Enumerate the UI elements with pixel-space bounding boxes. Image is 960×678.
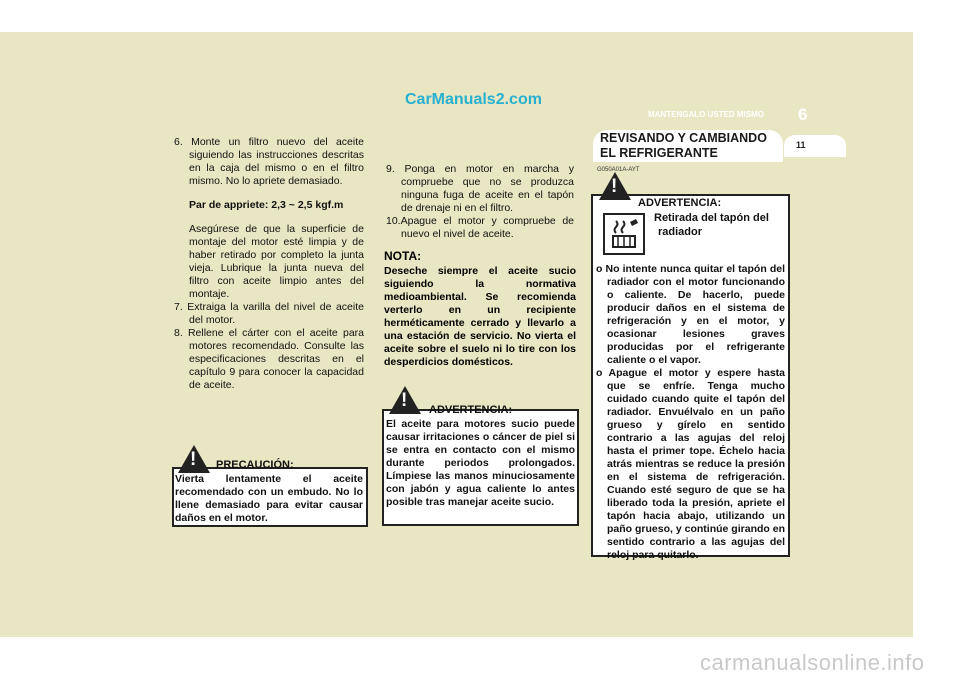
chapter-number: 6 xyxy=(798,105,808,124)
note-block xyxy=(384,249,576,369)
oil-warning-text: El aceite para motores sucio puede causar irritaciones o cáncer de piel si se entra en contacto con el mismo durante periodos prolongados. Límpiese las manos minuciosamente con jabón y agua caliente lo antes posible tras manejar aceite sucio. xyxy=(386,418,575,508)
step-8: 8. Rellene el cárter con el aceite para motores recomendado. Consulte las especificaciones descritas en el capítulo 9 para conocer la capacidad de aceite. xyxy=(174,327,364,391)
column-2 xyxy=(386,163,574,241)
section-heading-line1: REVISANDO Y CAMBIANDO xyxy=(600,131,767,145)
radiator-warning-title: ADVERTENCIA: xyxy=(638,197,722,209)
radiator-warning-item-1: o No intente nunca quitar el tapón del radiador con el motor funcionando o caliente. De hacerlo, puede producir daños en el sistema de refrigeración y en el motor, y ocasionar lesiones graves producidas por el refrigerante caliente o el vapor. xyxy=(596,263,785,366)
step-10: 10.Apague el motor y compruebe de nuevo el nivel de aceite. xyxy=(386,215,574,240)
section-heading xyxy=(600,131,767,161)
hot-radiator-icon xyxy=(603,213,645,255)
exclamation-mark: ! xyxy=(611,176,618,197)
page-number: 11 xyxy=(796,140,806,150)
column-1 xyxy=(174,136,364,392)
step-7: 7. Extraiga la varilla del nivel de aceite del motor. xyxy=(174,301,364,326)
note-title: NOTA: xyxy=(384,249,422,263)
radiator-warning-subtitle-line1: Retirada del tapón del xyxy=(654,212,769,224)
surface-note: Asegúrese de que la superficie de montaje del motor esté limpia y de haber retirado por completo la junta vieja. Lubrique la junta nueva del filtro con aceite limpio antes del montaje. xyxy=(189,223,364,300)
step-9: 9. Ponga en motor en marcha y compruebe que no se produzca ninguna fuga de aceite en el tapón de drenaje ni en el filtro. xyxy=(386,163,574,214)
note-text: Deseche siempre el aceite sucio siguiendo la normativa medioambiental. Se recomienda verterlo en un recipiente herméticamente cerrado y llevarlo a una estación de servicio. No vierta el aceite sobre el suelo ni lo tire con los desperdicios domésticos. xyxy=(384,265,576,368)
torque-spec: Par de appriete: 2,3 ~ 2,5 kgf.m xyxy=(189,199,344,211)
page-number-tab xyxy=(784,135,846,157)
reference-code: G050A01A-AYT xyxy=(597,167,640,173)
radiator-warning-list xyxy=(596,263,785,562)
radiator-warning-item-2: o Apague el motor y espere hasta que se enfríe. Tenga mucho cuidado cuando quite el tapón del radiador. Envuélvalo en un paño grueso y gírelo en sentido contrario a las agujas del reloj hasta el primer tope. Échelo hacia atrás mientras se reduce la presión en el sistema de refrigeración. Cuando esté seguro de que se ha liberado toda la presión, apriete el tapón hacia abajo, utilizando un paño grueso, y continúe girando en sentido contrario a las agujas del reloj para quitarlo. xyxy=(596,367,785,561)
radiator-warning-subtitle xyxy=(654,211,769,239)
exclamation-mark: ! xyxy=(401,390,408,411)
precaution-title: PRECAUCIÓN: xyxy=(216,459,294,471)
watermark-top[interactable]: CarManuals2.com xyxy=(405,91,542,108)
precaution-text: Vierta lentamente el aceite recomendado con un embudo. No lo llene demasiado para evitar causar daños en el motor. xyxy=(175,473,363,524)
oil-warning-title: ADVERTENCIA: xyxy=(429,404,513,416)
section-title: MANTENGALO USTED MISMO xyxy=(648,110,764,119)
radiator-warning-subtitle-line2: radiador xyxy=(658,226,703,238)
step-6: 6. Monte un filtro nuevo del aceite siguiendo las instrucciones descritas en la caja del mismo o en el filtro mismo. No lo apriete demasiado. xyxy=(174,136,364,187)
watermark-bottom[interactable]: carmanualsonline.info xyxy=(700,650,925,675)
section-heading-line2: EL REFRIGERANTE xyxy=(600,146,718,160)
exclamation-mark: ! xyxy=(190,449,197,470)
